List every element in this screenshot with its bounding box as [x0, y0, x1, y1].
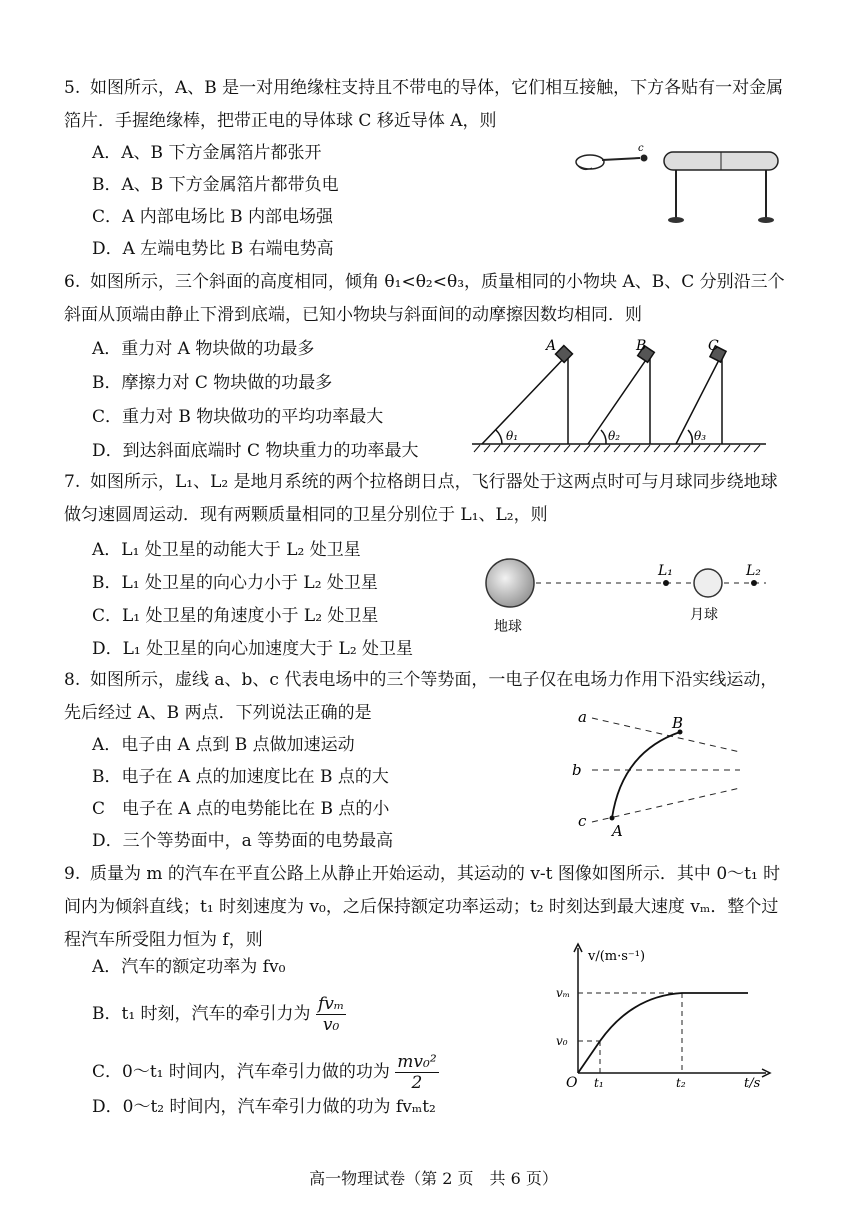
- q8-option-c: C 电子在 A 点的电势能比在 B 点的小: [92, 799, 390, 819]
- q9-vt-graph: [548, 938, 778, 1088]
- line-c-label: c: [578, 812, 587, 830]
- q9-text: 质量为 m 的汽车在平直公路上从静止开始运动，其运动的 v-t 图像如图所示．其中 0～t₁ 时间内为倾斜直线；t₁ 时刻速度为 v₀，之后保持额定功率运动；t₂ 时刻达到最大速度 vₘ．整个过程汽车所受阻力恒为 f，则: [64, 864, 781, 950]
- incline-b: [588, 346, 654, 444]
- line-b-label: b: [572, 761, 582, 779]
- fraction-numerator: mv₀²: [397, 1052, 437, 1072]
- q6-number: 6.: [64, 272, 81, 292]
- page-footer: 高一物理试卷（第 2 页 共 6 页）: [309, 1169, 558, 1188]
- q9-option-b: [92, 994, 346, 1035]
- conductors-ab: [664, 152, 778, 223]
- q5-label-c: c: [638, 143, 644, 154]
- q7-text: 如图所示，L₁、L₂ 是地月系统的两个拉格朗日点，飞行器处于这两点时可与月球同步绕地球做匀速圆周运动．现有两颗质量相同的卫星分别位于 L₁、L₂，则: [64, 472, 778, 525]
- fraction-numerator: fvₘ: [317, 994, 345, 1014]
- fraction-denominator: v₀: [322, 1015, 340, 1035]
- q9-option-c-text: C．0～t₁ 时间内，汽车牵引力做的功为: [92, 1062, 390, 1082]
- q7-stem: [64, 466, 794, 532]
- q9-option-b-text: B．t₁ 时刻，汽车的牵引力为: [92, 1004, 311, 1024]
- block-b-label: B: [636, 338, 647, 354]
- hand-with-rod: [576, 155, 648, 170]
- q6-option-b: B．摩擦力对 C 物块做的功最多: [92, 373, 333, 393]
- vm-tick-label: vₘ: [556, 986, 571, 1000]
- moon-label: 月球: [690, 607, 718, 623]
- q9-option-b-fraction: [316, 994, 346, 1035]
- electron-trajectory: [612, 732, 680, 818]
- q8-figure: [560, 700, 760, 840]
- q6-option-c: C．重力对 B 物块做功的平均功率最大: [92, 407, 384, 427]
- q8-option-d: D．三个等势面中，a 等势面的电势最高: [92, 831, 394, 851]
- q7-figure: [480, 555, 780, 645]
- line-a-label: a: [578, 708, 587, 726]
- q6-option-d: D．到达斜面底端时 C 物块重力的功率最大: [92, 441, 419, 461]
- q5-text: 如图所示，A、B 是一对用绝缘柱支持且不带电的导体，它们相互接触，下方各贴有一对金属箔片．手握绝缘棒，把带正电的导体球 C 移近导体 A，则: [64, 78, 784, 131]
- q7-option-b: B．L₁ 处卫星的向心力小于 L₂ 处卫星: [92, 573, 378, 593]
- q9-option-c-fraction: [395, 1052, 438, 1093]
- q8-option-b: B．电子在 A 点的加速度比在 B 点的大: [92, 767, 389, 787]
- q7-option-d: D．L₁ 处卫星的向心加速度大于 L₂ 处卫星: [92, 639, 414, 659]
- q5-option-c: C．A 内部电场比 B 内部电场强: [92, 207, 333, 227]
- incline-a: [482, 346, 572, 444]
- earth-circle: [486, 559, 534, 607]
- fraction-denominator: 2: [411, 1073, 423, 1093]
- v0-tick-label: v₀: [556, 1034, 568, 1048]
- vt-curve: [578, 993, 748, 1073]
- q5-number: 5.: [64, 78, 81, 98]
- q6-option-a: A．重力对 A 物块做的功最多: [92, 339, 315, 359]
- l1-label: L₁: [658, 563, 673, 579]
- q9-option-d: D．0～t₂ 时间内，汽车牵引力做的功为 fvₘt₂: [92, 1097, 436, 1117]
- point-a: [610, 816, 615, 821]
- q7-option-c: C．L₁ 处卫星的角速度小于 L₂ 处卫星: [92, 606, 379, 626]
- l2-label: L₂: [746, 563, 761, 579]
- q8-option-a: A．电子由 A 点到 B 点做加速运动: [92, 735, 355, 755]
- q8-text: 如图所示，虚线 a、b、c 代表电场中的三个等势面，一电子仅在电场力作用下沿实线运动，先后经过 A、B 两点．下列说法正确的是: [64, 670, 778, 723]
- equipotential-a: [592, 718, 740, 752]
- q6-figure: [470, 332, 770, 458]
- q9-option-a: A．汽车的额定功率为 fv₀: [92, 957, 286, 977]
- q5-option-d: D．A 左端电势比 B 右端电势高: [92, 239, 334, 259]
- l2-point: [751, 580, 757, 586]
- t-axis-label: t/s: [744, 1076, 761, 1088]
- q5-option-a: A．A、B 下方金属箔片都张开: [92, 143, 322, 163]
- point-a-label: A: [612, 822, 623, 840]
- q7-number: 7.: [64, 472, 81, 492]
- block-a-label: A: [546, 338, 557, 354]
- angle-2-label: θ₂: [608, 429, 621, 443]
- angle-1-label: θ₁: [506, 429, 519, 443]
- v-axis-label: v/(m·s⁻¹): [588, 949, 646, 964]
- t1-tick-label: t₁: [594, 1076, 604, 1088]
- angle-3-label: θ₃: [694, 429, 707, 443]
- q8-number: 8.: [64, 670, 81, 690]
- l1-point: [663, 580, 669, 586]
- q9-option-c: [92, 1052, 439, 1093]
- q6-text: 如图所示，三个斜面的高度相同，倾角 θ₁<θ₂<θ₃，质量相同的小物块 A、B、C 分别沿三个斜面从顶端由静止下滑到底端，已知小物块与斜面间的动摩擦因数均相同．则: [64, 272, 785, 325]
- q9-number: 9.: [64, 864, 81, 884]
- q6-stem: [64, 266, 794, 332]
- q7-option-a: A．L₁ 处卫星的动能大于 L₂ 处卫星: [92, 540, 361, 560]
- block-c-label: C: [708, 338, 719, 354]
- q5-option-b: B．A、B 下方金属箔片都带负电: [92, 175, 339, 195]
- moon-circle: [694, 569, 722, 597]
- q5-stem: [64, 72, 794, 138]
- earth-label: 地球: [494, 619, 522, 635]
- ground: [472, 444, 766, 452]
- q5-figure: [560, 140, 790, 230]
- t2-tick-label: t₂: [676, 1076, 686, 1088]
- origin-label: O: [566, 1075, 578, 1088]
- point-b-label: B: [672, 714, 684, 732]
